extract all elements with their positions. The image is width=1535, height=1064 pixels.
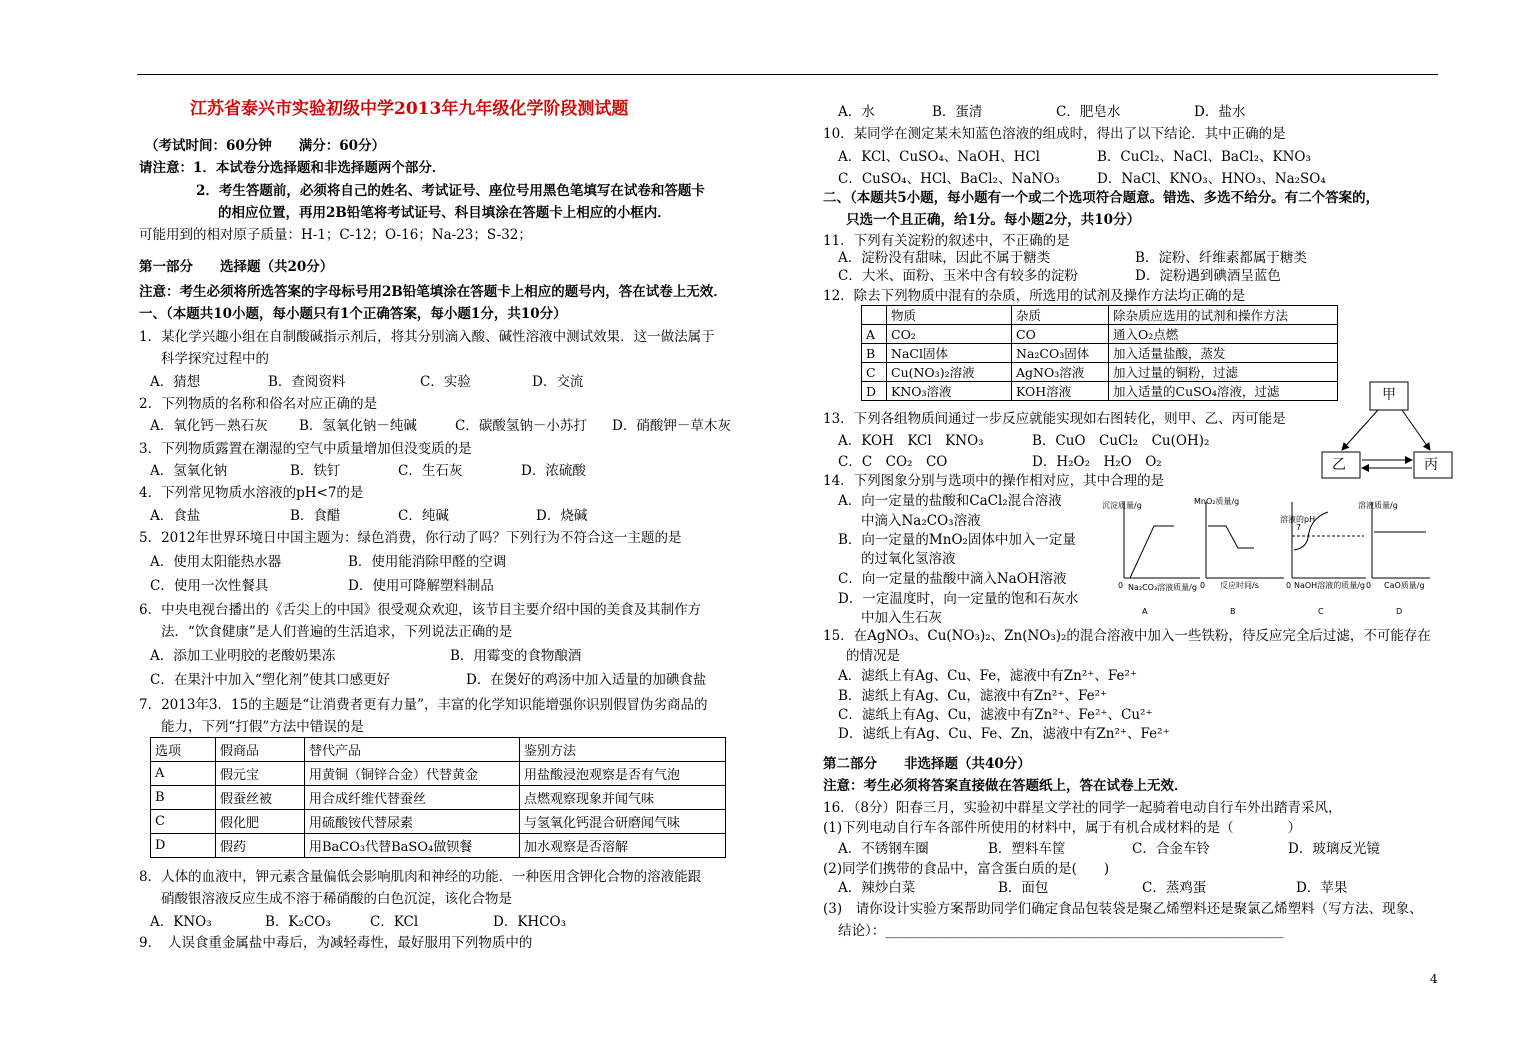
table-row	[862, 325, 1338, 344]
table-row	[862, 344, 1338, 363]
q6-option-c: C．在果汁中加入“塑化剂”使其口感更好	[150, 672, 391, 688]
q6-stem: 6．中央电视台播出的《舌尖上的中国》很受观众欢迎，该节目主要介绍中国的美食及其制作方	[139, 602, 702, 618]
table-cell: D	[862, 382, 887, 401]
table-cell: CO	[1012, 325, 1109, 344]
graph-b-xlabel: 反应时间/s	[1220, 581, 1259, 590]
part1-heading: 第一部分 选择题（共20分）	[139, 259, 334, 275]
q2-option-d: D．硝酸钾－草木灰	[612, 418, 731, 434]
q16-part2-option-d: D．苹果	[1296, 880, 1348, 896]
q6-option-b: B．用霉变的食物酿酒	[450, 648, 582, 664]
q11-option-b: B．淀粉、纤维素都属于糖类	[1135, 250, 1307, 266]
q10-option-b: B．CuCl₂、NaCl、BaCl₂、KNO₃	[1097, 149, 1311, 165]
table-cell: Na₂CO₃固体	[1012, 344, 1109, 363]
label-bing: 丙	[1424, 457, 1438, 473]
table-row	[862, 306, 1338, 325]
q1-stem-2: 科学探究过程中的	[161, 351, 269, 367]
q8-stem-2: 硝酸银溶液反应生成不溶于稀硝酸的白色沉淀，该化合物是	[161, 891, 512, 907]
q16-part1-option-d: D．玻璃反光镜	[1288, 841, 1380, 857]
table-row	[151, 738, 726, 762]
q1-option-d: D．交流	[532, 374, 584, 390]
q7-stem: 7．2013年3．15的主题是“让消费者更有力量”，丰富的化学知识能增强你识别假冒伪劣商品的	[139, 697, 708, 713]
exam-info: （考试时间：60分钟 满分：60分）	[145, 138, 386, 154]
table-row	[151, 810, 726, 834]
q14-stem: 14．下列图象分别与选项中的操作相对应，其中合理的是	[823, 473, 1165, 489]
q5-option-c: C．使用一次性餐具	[150, 578, 269, 594]
graph-d-tag: D	[1396, 607, 1403, 616]
q4-option-b: B．食醋	[290, 508, 341, 524]
q5-stem: 5．2012年世界环境日中国主题为：绿色消费，你行动了吗？下列行为不符合这一主题的是	[139, 530, 682, 546]
table-header: 假商品	[216, 738, 305, 762]
graph-d	[1358, 500, 1430, 616]
q16-part3: (3) 请你设计实验方案帮助同学们确定食品包装袋是聚乙烯塑料还是聚氯乙烯塑料（写方法、现象、	[823, 901, 1423, 917]
atomic-masses: 可能用到的相对原子质量：H-1；C-12；O-16；Na-23；S-32；	[139, 227, 532, 243]
table-header: 物质	[887, 306, 1012, 325]
notice-line-2: 2．考生答题前，必须将自己的姓名、考试证号、座位号用黑色笔填写在试卷和答题卡	[196, 183, 705, 199]
q10-option-a: A．KCl、CuSO₄、NaOH、HCl	[838, 149, 1040, 165]
table-header: 鉴别方法	[520, 738, 726, 762]
q12-stem: 12．除去下列物质中混有的杂质，所选用的试剂及操作方法均正确的是	[823, 288, 1246, 304]
part2-heading: 第二部分 非选择题（共40分）	[823, 756, 1031, 772]
table-cell: 假蚕丝被	[216, 786, 305, 810]
table-header: 杂质	[1012, 306, 1109, 325]
table-header: 除杂质应选用的试剂和操作方法	[1109, 306, 1338, 325]
graph-c-tag: C	[1318, 607, 1324, 616]
table-cell: 用合成纤维代替蚕丝	[305, 786, 520, 810]
q3-option-d: D．浓硫酸	[521, 463, 586, 479]
table-header	[862, 306, 887, 325]
table-cell: 用BaCO₃代替BaSO₄做钡餐	[305, 834, 520, 858]
table-cell: 加入过量的铜粉，过滤	[1109, 363, 1338, 382]
graph-c-ylabel: 溶液的pH	[1280, 515, 1316, 524]
q15-option-a: A．滤纸上有Ag、Cu、Fe，滤液中有Zn²⁺、Fe²⁺	[838, 668, 1138, 684]
q8-option-c: C．KCl	[370, 914, 419, 930]
q15-option-d: D．滤纸上有Ag、Cu、Fe、Zn，滤液中有Zn²⁺、Fe²⁺	[838, 726, 1170, 742]
arrow-jia-bing	[1402, 410, 1430, 450]
q8-option-b: B．K₂CO₃	[265, 914, 331, 930]
q15-stem-2: 的情况是	[846, 648, 900, 664]
table-cell: 用盐酸浸泡观察是否有气泡	[520, 762, 726, 786]
table-header: 选项	[151, 738, 216, 762]
q2-option-b: B．氢氧化钠－纯碱	[299, 418, 417, 434]
graph-d-ylabel: 溶液质量/g	[1358, 501, 1398, 510]
q10-option-d: D．NaCl、KNO₃、HNO₃、Na₂SO₄	[1097, 171, 1326, 187]
q3-stem: 3．下列物质露置在潮湿的空气中质量增加但没变质的是	[139, 441, 472, 457]
q9-option-a: A．水	[838, 104, 875, 120]
q14-option-b: B．向一定量的MnO₂固体中加入一定量	[838, 532, 1076, 548]
q2-stem: 2．下列物质的名称和俗名对应正确的是	[139, 396, 378, 412]
q16-stem: 16．（8分）阳春三月，实验初中群星文学社的同学一起骑着电动自行车外出踏青采风，	[823, 800, 1342, 816]
table-cell: B	[862, 344, 887, 363]
graph-b-origin: 0	[1200, 581, 1206, 590]
q14-option-d-2: 中加入生石灰	[861, 610, 942, 626]
q7-table	[150, 737, 726, 858]
graph-c-origin: 0	[1286, 581, 1292, 590]
part2-note: 注意：考生必须将答案直接做在答题纸上，答在试卷上无效．	[823, 778, 1188, 794]
q13-stem: 13．下列各组物质间通过一步反应就能实现如右图转化，则甲、乙、丙可能是	[823, 411, 1286, 427]
table-row	[862, 382, 1338, 401]
table-cell: 假元宝	[216, 762, 305, 786]
table-cell: A	[862, 325, 887, 344]
graph-d-origin: 0	[1366, 581, 1372, 590]
q16-part3-answer-line: 结论）：___________________________________________________________	[838, 923, 1284, 939]
graph-b-tag: B	[1230, 607, 1236, 616]
q4-stem: 4．下列常见物质水溶液的pH<7的是	[139, 485, 364, 501]
q11-option-c: C．大米、面粉、玉米中含有较多的淀粉	[838, 268, 1078, 284]
q3-option-b: B．铁钉	[290, 463, 341, 479]
q9-option-c: C．肥皂水	[1056, 104, 1121, 120]
q1-stem: 1．某化学兴趣小组在自制酸碱指示剂后，将其分别滴入酸、碱性溶液中测试效果．这一做法属于	[139, 329, 715, 345]
table-row	[151, 762, 726, 786]
q15-option-b: B．滤纸上有Ag、Cu，滤液中有Zn²⁺、Fe²⁺	[838, 688, 1108, 704]
arrow-jia-yi	[1342, 410, 1378, 450]
q9-option-d: D．盐水	[1194, 104, 1246, 120]
table-header: 替代产品	[305, 738, 520, 762]
table-cell: 与氢氧化钙混合研磨闻气味	[520, 810, 726, 834]
graph-a-curve	[1130, 526, 1174, 578]
q13-option-d: D．H₂O₂ H₂O O₂	[1032, 454, 1162, 470]
q8-option-a: A．KNO₃	[150, 914, 212, 930]
q9-option-b: B．蛋清	[932, 104, 983, 120]
q6-stem-2: 法．“饮食健康”是人们普遍的生活追求，下列说法正确的是	[161, 624, 513, 640]
q9-stem: 9． 人误食重金属盐中毒后，为减轻毒性，最好服用下列物质中的	[139, 935, 533, 951]
q10-option-c: C．CuSO₄、HCl、BaCl₂、NaNO₃	[838, 171, 1060, 187]
page-number: 4	[1430, 972, 1438, 986]
graph-a-xlabel: Na₂CO₃溶液质量/g	[1128, 583, 1197, 592]
q16-part2-option-c: C．蒸鸡蛋	[1142, 880, 1207, 896]
q16-part1-option-a: A．不锈钢车圈	[838, 841, 929, 857]
q12-table	[861, 305, 1338, 401]
table-cell: 点燃观察现象并闻气味	[520, 786, 726, 810]
q14-option-a: A．向一定量的盐酸和CaCl₂混合溶液	[838, 493, 1062, 509]
table-cell: C	[862, 363, 887, 382]
page-title: 江苏省泰兴市实验初级中学2013年九年级化学阶段测试题	[190, 99, 629, 119]
notice-line-1: 请注意：1．本试卷分选择题和非选择题两个部分．	[139, 160, 446, 176]
q5-option-d: D．使用可降解塑料制品	[348, 578, 494, 594]
graph-c-mark: 7	[1296, 523, 1302, 532]
table-cell: Cu(NO₃)₂溶液	[887, 363, 1012, 382]
table-cell: KNO₃溶液	[887, 382, 1012, 401]
q6-option-d: D．在煲好的鸡汤中加入适量的加碘食盐	[466, 672, 707, 688]
graph-c	[1280, 502, 1366, 616]
table-row	[151, 834, 726, 858]
notice-line-3: 的相应位置，再用2B铅笔将考试证号、科目填涂在答题卡上相应的小框内．	[218, 205, 671, 221]
graph-b-curve	[1208, 526, 1254, 548]
q8-stem: 8．人体的血液中，钾元素含量偏低会影响肌肉和神经的功能．一种医用含钾化合物的溶液能跟	[139, 869, 702, 885]
graph-a	[1102, 500, 1200, 616]
table-cell: KOH溶液	[1012, 382, 1109, 401]
q16-part2: (2)同学们携带的食品中，富含蛋白质的是( )	[823, 861, 1110, 877]
q5-option-a: A．使用太阳能热水器	[150, 554, 282, 570]
graph-b-ylabel: MnO₂质量/g	[1194, 497, 1240, 506]
table-cell: AgNO₃溶液	[1012, 363, 1109, 382]
section2-heading-2: 只选一个且正确，给1分。每小题2分，共10分）	[846, 212, 1141, 228]
q11-option-d: D．淀粉遇到碘酒呈蓝色	[1135, 268, 1281, 284]
header-rule	[137, 74, 1438, 75]
q11-stem: 11．下列有关淀粉的叙述中，不正确的是	[823, 233, 1070, 249]
q14-option-d: D．一定温度时，向一定量的饱和石灰水	[838, 591, 1079, 607]
q4-option-d: D．烧碱	[536, 508, 588, 524]
table-cell: CO₂	[887, 325, 1012, 344]
graph-a-tag: A	[1142, 607, 1148, 616]
q13-option-a: A．KOH KCl KNO₃	[838, 433, 984, 449]
table-row	[151, 786, 726, 810]
q4-option-a: A．食盐	[150, 508, 201, 524]
q13-option-b: B．CuO CuCl₂ Cu(OH)₂	[1032, 433, 1210, 449]
graph-d-xlabel: CaO质量/g	[1384, 581, 1425, 590]
label-yi: 乙	[1332, 457, 1346, 473]
table-cell: D	[151, 834, 216, 858]
table-row	[862, 363, 1338, 382]
q2-option-a: A．氧化钙－熟石灰	[150, 418, 268, 434]
graph-b	[1194, 496, 1284, 616]
table-cell: 加入适量的CuSO₄溶液，过滤	[1109, 382, 1338, 401]
q11-option-a: A．淀粉没有甜味，因此不属于糖类	[838, 250, 1051, 266]
graph-a-ylabel: 沉淀质量/g	[1102, 501, 1142, 510]
table-cell: NaCl固体	[887, 344, 1012, 363]
q8-option-d: D．KHCO₃	[493, 914, 566, 930]
table-cell: 用黄铜（铜锌合金）代替黄金	[305, 762, 520, 786]
q14-option-b-2: 的过氧化氢溶液	[861, 551, 956, 567]
q15-option-c: C．滤纸上有Ag、Cu，滤液中有Zn²⁺、Fe²⁺、Cu²⁺	[838, 707, 1153, 723]
label-jia: 甲	[1382, 387, 1396, 403]
q2-option-c: C．碳酸氢钠－小苏打	[455, 418, 587, 434]
q16-part1-option-b: B．塑料车筐	[988, 841, 1066, 857]
q14-option-a-2: 中滴入Na₂CO₃溶液	[861, 513, 981, 529]
section2-heading: 二、（本题共5小题，每小题有一个或二个选项符合题意。错选、多选不给分。有二个答案的，	[823, 190, 1380, 206]
q16-part2-option-a: A．辣炒白菜	[838, 880, 916, 896]
q10-stem: 10．某同学在测定某未知蓝色溶液的组成时，得出了以下结论．其中正确的是	[823, 126, 1286, 142]
table-cell: C	[151, 810, 216, 834]
q15-stem: 15．在AgNO₃、Cu(NO₃)₂、Zn(NO₃)₂的混合溶液中加入一些铁粉，待反应完全后过滤，不可能存在	[823, 628, 1431, 644]
q1-option-a: A．猜想	[150, 374, 201, 390]
q14-graphs	[1096, 492, 1432, 620]
q16-part1: (1)下列电动自行车各部件所使用的材料中，属于有机合成材料的是（ ）	[823, 820, 1302, 836]
table-cell: 通入O₂点燃	[1109, 325, 1338, 344]
q4-option-c: C．纯碱	[398, 508, 449, 524]
q16-part2-option-b: B．面包	[998, 880, 1049, 896]
table-cell: 用硫酸铵代替尿素	[305, 810, 520, 834]
part1-note: 注意：考生必须将所选答案的字母标号用2B铅笔填涂在答题卡上相应的题号内，答在试卷上无效．	[139, 284, 727, 300]
q6-option-a: A．添加工业明胶的老酸奶果冻	[150, 648, 336, 664]
q14-option-c: C．向一定量的盐酸中滴入NaOH溶液	[838, 571, 1067, 587]
q3-option-c: C．生石灰	[398, 463, 463, 479]
table-cell: 假化肥	[216, 810, 305, 834]
table-cell: 加入适量盐酸，蒸发	[1109, 344, 1338, 363]
q7-stem-2: 能力，下列“打假”方法中错误的是	[161, 719, 364, 735]
table-cell: 加水观察是否溶解	[520, 834, 726, 858]
q13-option-c: C．C CO₂ CO	[838, 454, 948, 470]
graph-a-origin: 0	[1118, 581, 1124, 590]
graph-c-xlabel: NaOH溶液的质量/g	[1294, 581, 1365, 590]
q5-option-b: B．使用能消除甲醛的空调	[348, 554, 507, 570]
table-cell: 假药	[216, 834, 305, 858]
table-cell: B	[151, 786, 216, 810]
q16-part1-option-c: C．合金车铃	[1132, 841, 1210, 857]
q1-option-b: B．查阅资料	[268, 374, 346, 390]
q3-option-a: A．氢氧化钠	[150, 463, 228, 479]
q1-option-c: C．实验	[420, 374, 471, 390]
section1-heading: 一、（本题共10小题，每小题只有1个正确答案，每小题1分，共10分）	[139, 306, 567, 322]
table-cell: A	[151, 762, 216, 786]
